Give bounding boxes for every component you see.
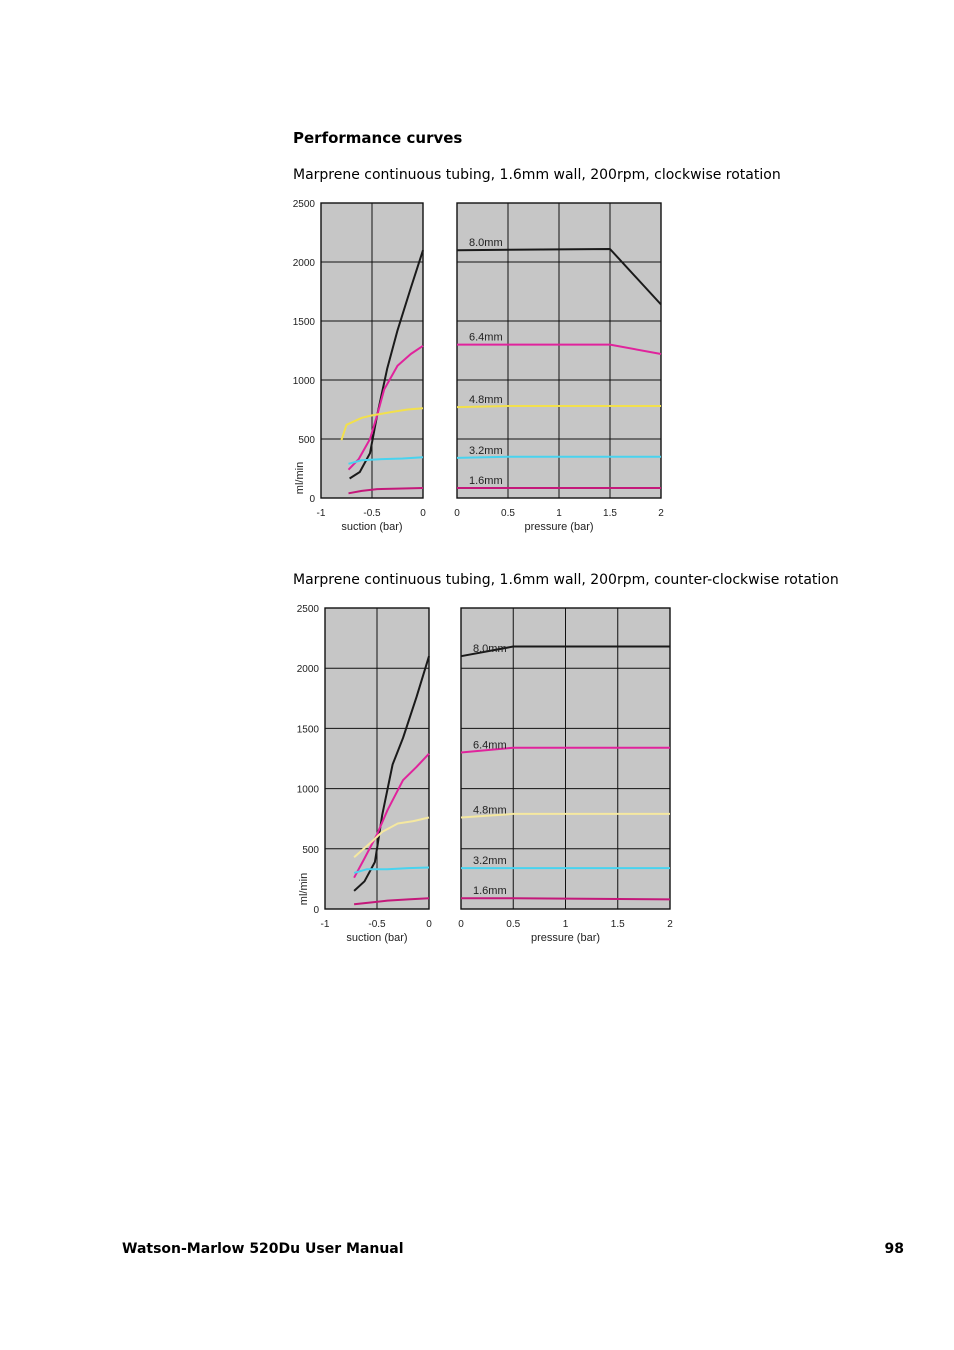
- series-label: 1.6mm: [469, 474, 503, 487]
- series-label: 3.2mm: [473, 855, 507, 868]
- right-x-tick-label: 1: [556, 508, 562, 519]
- chart-clockwise: [285, 195, 675, 545]
- chart-counter-clockwise: [285, 600, 685, 945]
- left-x-tick-label: -1: [320, 919, 330, 930]
- y-tick-label: 2500: [292, 199, 315, 210]
- left-x-tick-label: 0: [426, 919, 432, 930]
- right-x-tick-label: 1.5: [603, 508, 617, 519]
- right-x-tick-label: 0: [458, 919, 464, 930]
- right-x-axis-label: pressure (bar): [530, 932, 601, 944]
- series-label: 1.6mm: [473, 885, 507, 898]
- right-x-tick-label: 1: [562, 919, 569, 930]
- figure-caption-clockwise: Marprene continuous tubing, 1.6mm wall, 200rpm, clockwise rotation: [293, 167, 781, 183]
- y-tick-label: 500: [302, 844, 319, 856]
- right-x-tick-label: 1.5: [610, 919, 625, 930]
- series-label: 8.0mm: [469, 237, 503, 250]
- y-tick-label: 1500: [296, 724, 319, 736]
- series-label: 4.8mm: [469, 394, 503, 407]
- figure-caption-counter-clockwise: Marprene continuous tubing, 1.6mm wall, 200rpm, counter-clockwise rotation: [293, 572, 839, 588]
- y-tick-label: 2500: [296, 604, 319, 615]
- right-x-tick-label: 0.5: [501, 508, 515, 519]
- y-tick-label: 1000: [296, 784, 319, 796]
- right-x-tick-label: 2: [667, 919, 673, 930]
- y-tick-label: 2000: [296, 664, 319, 676]
- right-x-tick-label: 0: [454, 508, 460, 519]
- left-x-axis-label: suction (bar): [341, 521, 403, 533]
- series-label: 8.0mm: [473, 643, 507, 656]
- right-x-tick-label: 0.5: [506, 919, 521, 930]
- series-label: 4.8mm: [473, 804, 507, 817]
- y-axis-label: ml/min: [298, 872, 310, 906]
- left-x-axis-label: suction (bar): [346, 932, 408, 944]
- right-x-tick-label: 2: [658, 508, 664, 519]
- y-tick-label: 1000: [292, 376, 315, 387]
- footer-manual-title: Watson-Marlow 520Du User Manual: [122, 1241, 404, 1257]
- series-label: 6.4mm: [473, 739, 507, 752]
- left-x-tick-label: -0.5: [363, 508, 381, 519]
- series-line-4.8mm-pressure: [457, 406, 661, 407]
- y-tick-label: 2000: [292, 258, 315, 269]
- left-x-tick-label: -0.5: [368, 919, 386, 930]
- y-tick-label: 0: [309, 494, 315, 505]
- right-x-axis-label: pressure (bar): [524, 521, 594, 533]
- y-axis-label: ml/min: [294, 461, 306, 495]
- y-tick-label: 500: [298, 435, 315, 446]
- left-x-tick-label: -1: [316, 508, 326, 519]
- footer-page-number: 98: [884, 1241, 904, 1257]
- series-label: 6.4mm: [469, 331, 503, 344]
- y-tick-label: 0: [313, 905, 319, 916]
- section-title: Performance curves: [293, 129, 463, 147]
- left-x-tick-label: 0: [420, 508, 426, 519]
- series-label: 3.2mm: [469, 444, 503, 457]
- y-tick-label: 1500: [292, 317, 315, 328]
